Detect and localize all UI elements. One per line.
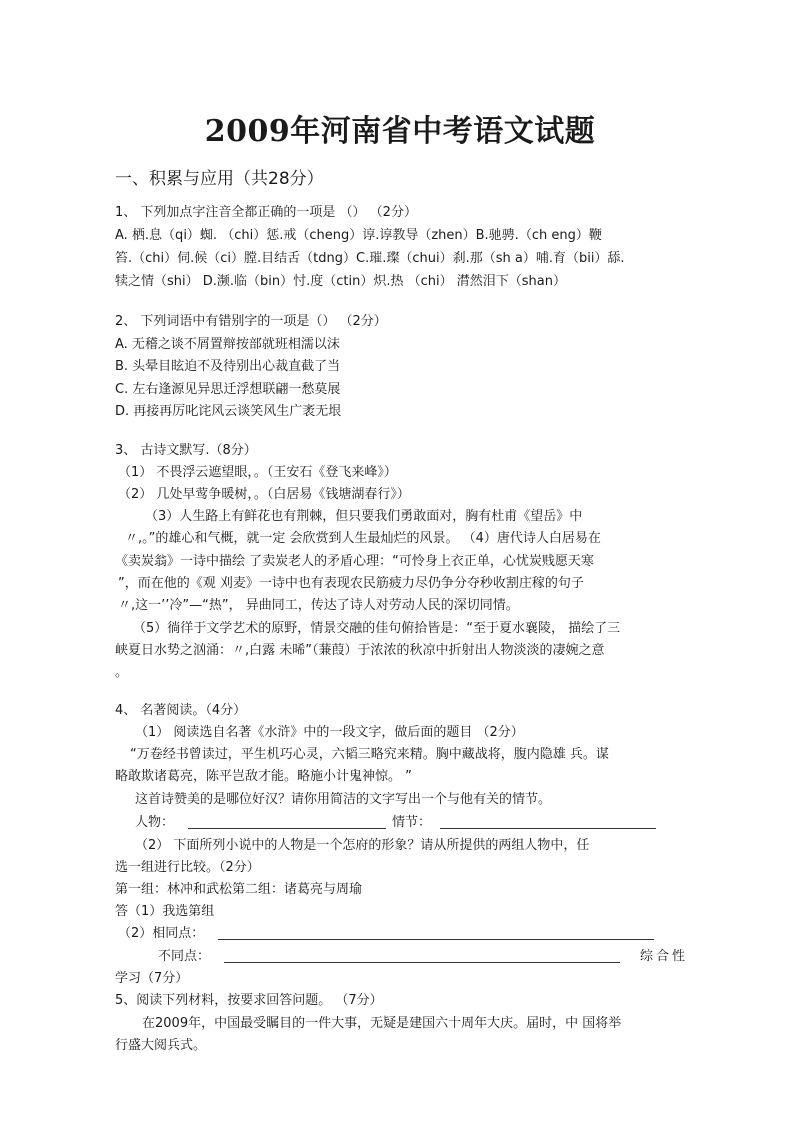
q4-stem: 4、 名著阅读。（4分）	[115, 703, 247, 718]
q2-option-c: C. 左右逢源见异思迁浮想联翩一愁莫展	[115, 382, 341, 397]
q3-item: 《卖炭翁》一诗中描绘 了卖炭老人的矛盾心理：“可怜身上衣正单，心忧炭贱愿天寒	[115, 554, 594, 569]
q2-option-b: B. 头晕目眩迫不及待别出心裁直截了当	[115, 359, 341, 374]
q1-stem: 1、 下列加点字注音全都正确的一项是 （） （2分）	[115, 205, 417, 220]
plot-answer-line[interactable]	[440, 828, 656, 829]
q5-text: 在2009年，中国最受瞩目的一件大事，无疑是建国六十周年大庆。届时，中 国将举	[142, 1016, 622, 1031]
plot-label: 情节：	[392, 815, 432, 830]
exam-title: 2009年河南省中考语文试题	[204, 114, 596, 149]
same-label: （2）相同点：	[118, 926, 205, 941]
diff-answer-line[interactable]	[224, 962, 620, 963]
q2-option-d: D. 再接再厉叱诧风云谈笑风生广袤无垠	[115, 404, 342, 419]
q3-stem: 3、 古诗文默写.（8分）	[115, 443, 257, 458]
study-heading: 学习（7分）	[115, 971, 189, 986]
q3-item: 〃,。”的雄心和气概，就一定 会欣赏到人生最灿烂的风景。 （4）唐代诗人白居易在	[125, 531, 601, 546]
q4-sub: （1） 阅读选自名著《水浒》中的一段文字，做后面的题目 （2分）	[135, 725, 524, 740]
q3-item: 峡夏日水势之汹涌：〃,白露 未晞”（蒹葭）于浓浓的秋凉中折射出人物淡淡的凄婉之意	[115, 643, 605, 658]
q4-quote: 略敢欺诸葛亮，陈平岂敌才能。略施小计鬼神惊。 ”	[115, 769, 412, 784]
q1-line: 犊之情（shi） D.濒.临（bin）忖.度（ctin）炽.热 （chi） 潸然泪下（shan）	[115, 274, 566, 289]
q4-question: 这首诗赞美的是哪位好汉？请你用简洁的文字写出一个与他有关的情节。	[135, 792, 552, 807]
q1-line: 笞.（chi）伺.候（ci）膛.目结舌（tdng）C.璀.璨（chui）刹.那（sh a）哺.育（bii）舔.	[115, 251, 625, 266]
diff-label: 不同点：	[158, 949, 211, 964]
q4-answer: 答（1）我选第组	[115, 904, 215, 919]
study-heading: 综合性	[640, 949, 689, 964]
q4-sub: （2） 下面所列小说中的人物是一个怎府的形象？请从所提供的两组人物中，任	[135, 838, 590, 853]
q2-option-a: A. 无稽之谈不屑置辩按部就班相濡以沫	[115, 337, 340, 352]
q1-line: A. 栖.息（qi）蜘. （chi）惩.戒（cheng）谆.谆教导（zhen）B.驰骋.（ch eng）鞭	[115, 228, 602, 243]
q5-stem: 5、阅读下列材料，按要求回答问题。 （7分）	[115, 993, 383, 1008]
q3-item: （5）徜徉于文学艺术的原野，情景交融的佳句俯拾皆是：“至于夏水襄陵， 描绘了三	[133, 621, 621, 636]
q2-stem: 2、 下列词语中有错别字的一项是（） （2分）	[115, 314, 387, 329]
q3-item: 。	[115, 665, 129, 680]
same-answer-line[interactable]	[218, 939, 654, 940]
person-label: 人物：	[135, 815, 175, 830]
q3-item: （2） 几处早莺争暖树，。（白居易《钱塘湖春行》）	[118, 487, 410, 502]
q3-item: 〃,这一’’冷”—“热”， 异曲同工，传达了诗人对劳动人民的深切同情。	[118, 598, 519, 613]
section-heading: 一、积累与应用（共28分）	[115, 169, 324, 189]
q3-item: （1） 不畏浮云遮望眼，。（王安石《登飞来峰》）	[118, 465, 397, 480]
q3-item: ”，而在他的《观 刈麦》一诗中也有表现农民筋疲力尽仍争分夺秒收割庄稼的句子	[118, 576, 584, 591]
q3-item: （3）人生路上有鲜花也有荆棘，但只要我们勇敢面对，胸有杜甫《望岳》中	[145, 509, 583, 524]
person-answer-line[interactable]	[188, 828, 386, 829]
q5-text: 行盛大阅兵式。	[115, 1038, 207, 1053]
q4-sub: 选一组进行比较。（2分）	[115, 860, 260, 875]
q4-quote: “万卷经书曾读过，平生机巧心灵，六韬三略究来精。胸中藏战将，腹内隐雄 兵。谋	[130, 747, 609, 762]
q4-groups: 第一组：林冲和武松第二组：诸葛亮与周瑜	[115, 882, 363, 897]
